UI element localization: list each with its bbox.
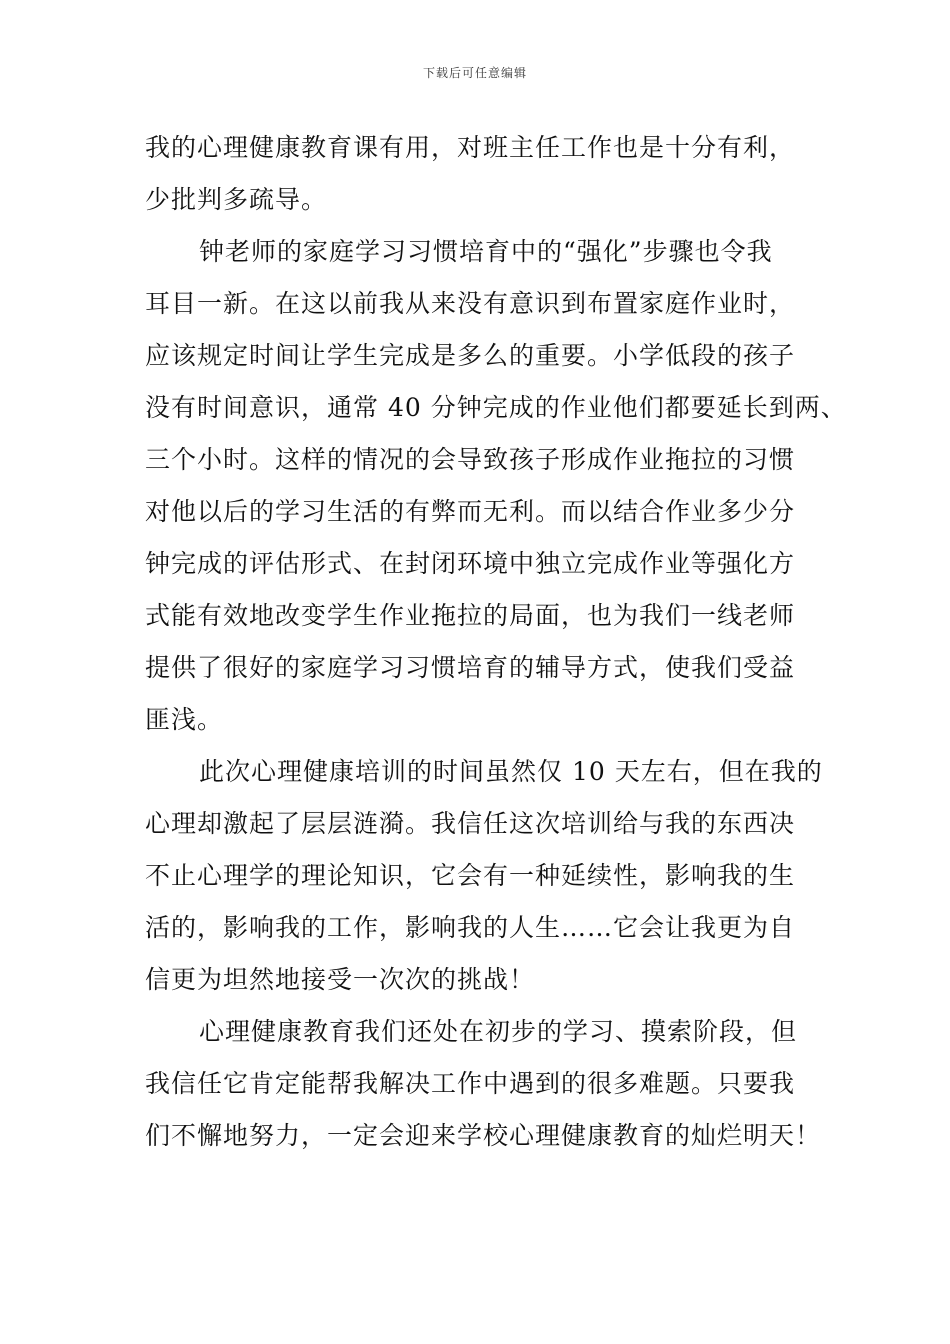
text-line: 没有时间意识，通常 40 分钟完成的作业他们都要延长到两、 <box>145 393 847 422</box>
text-line: 对他以后的学习生活的有弊而无利。而以结合作业多少分 <box>145 497 796 526</box>
paragraph-start-line: 心理健康教育我们还处在初步的学习、摸索阶段，但 <box>199 1017 798 1046</box>
text-line: 提供了很好的家庭学习习惯培育的辅导方式，使我们受益 <box>145 653 796 682</box>
text-line: 不止心理学的理论知识，它会有一种延续性，影响我的生 <box>145 861 796 890</box>
text-line: 匪浅。 <box>145 705 224 734</box>
text-line: 们不懈地努力，一定会迎来学校心理健康教育的灿烂明天！ <box>145 1121 822 1150</box>
text-line: 我信任它肯定能帮我解决工作中遇到的很多难题。只要我 <box>145 1069 796 1098</box>
text-line: 应该规定时间让学生完成是多么的重要。小学低段的孩子 <box>145 341 796 370</box>
header-note: 下载后可任意编辑 <box>422 66 527 80</box>
paragraph-start-line: 此次心理健康培训的时间虽然仅 10 天左右，但在我的 <box>199 757 823 786</box>
paragraph-start-line: 钟老师的家庭学习习惯培育中的“强化”步骤也令我 <box>199 237 773 266</box>
text-line: 心理却激起了层层涟漪。我信任这次培训给与我的东西决 <box>145 809 796 838</box>
text-line: 信更为坦然地接受一次次的挑战！ <box>145 965 536 994</box>
text-line: 少批判多疏导。 <box>145 185 328 214</box>
text-line: 三个小时。这样的情况的会导致孩子形成作业拖拉的习惯 <box>145 445 796 474</box>
body-text <box>145 122 847 1162</box>
text-line: 式能有效地改变学生作业拖拉的局面，也为我们一线老师 <box>145 601 796 630</box>
text-line: 活的，影响我的工作，影响我的人生……它会让我更为自 <box>145 913 796 942</box>
text-line: 钟完成的评估形式、在封闭环境中独立完成作业等强化方 <box>145 549 796 578</box>
text-line: 我的心理健康教育课有用，对班主任工作也是十分有利， <box>145 133 796 162</box>
text-line: 耳目一新。在这以前我从来没有意识到布置家庭作业时， <box>145 289 796 318</box>
